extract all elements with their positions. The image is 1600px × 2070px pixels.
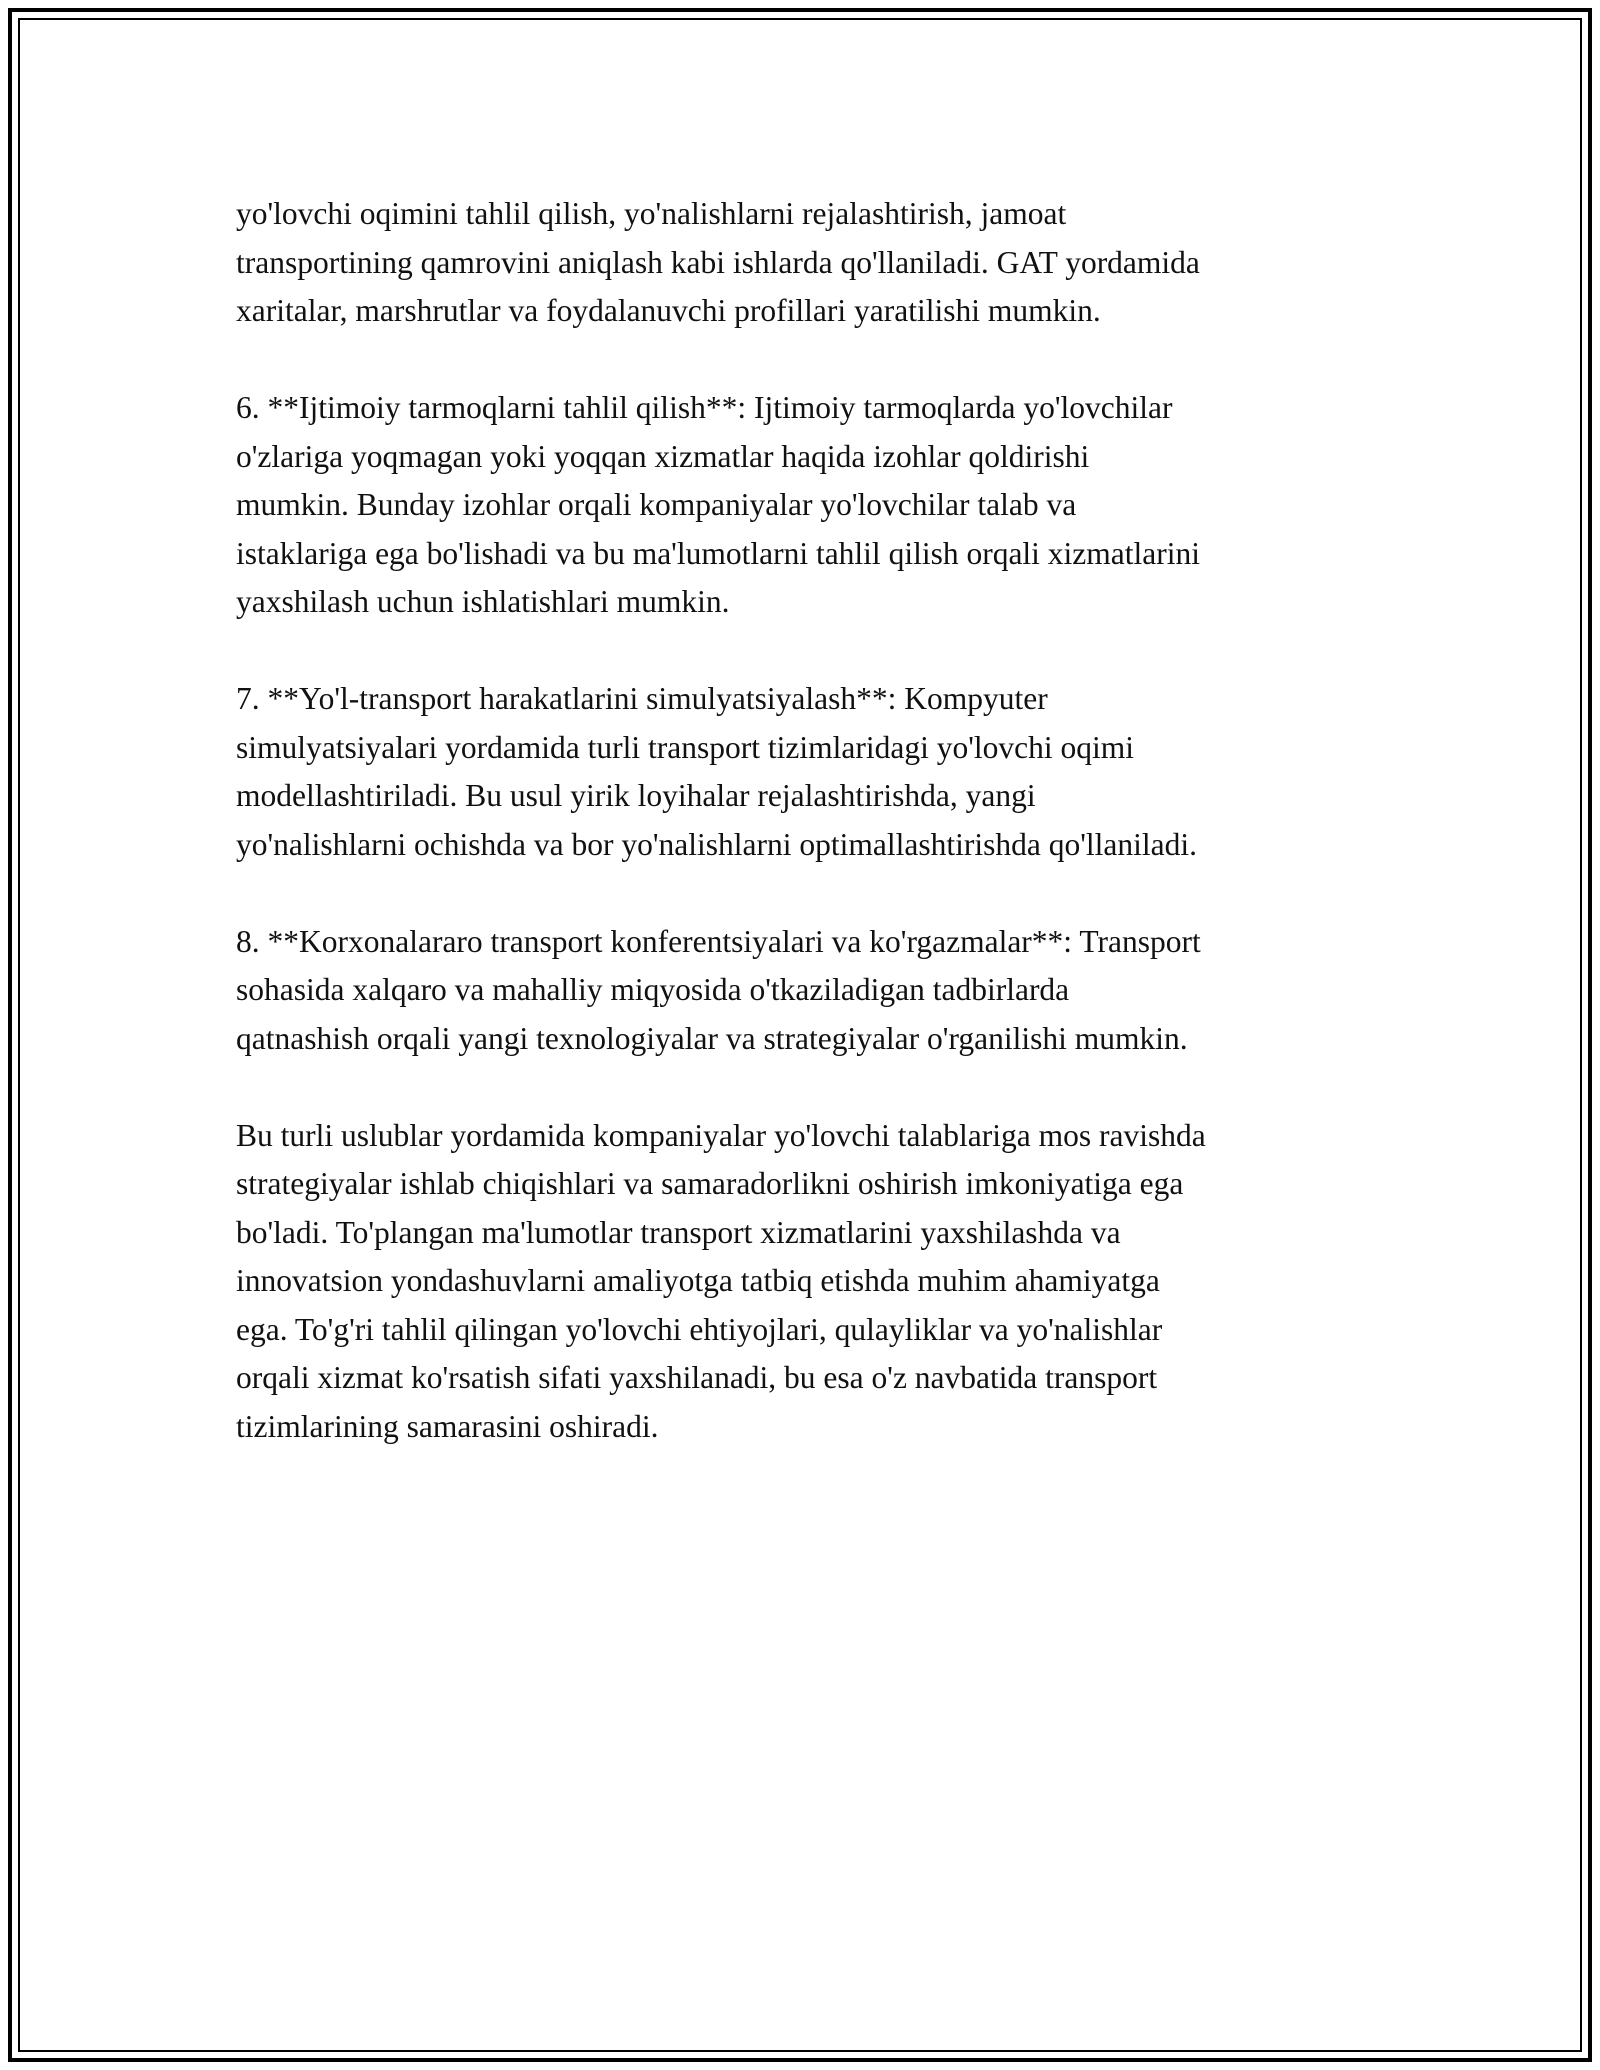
document-body [236,190,1386,1500]
paragraph-conclusion: Bu turli uslublar yordamida kompaniyalar yo'lovchi talablariga mos ravishda strategiyalar ishlab chiqishlari va samaradorlikni oshirish imkoniyatiga ega bo'ladi. To'plangan ma'lumotlar transport xizmatlarini yaxshilashda va innovatsion yondashuvlarni amaliyotga tatbiq etishda muhim ahamiyatga ega. To'g'ri tahlil qilingan yo'lovchi ehtiyojlari, qulayliklar va yo'nalishlar orqali xizmat ko'rsatish sifati yaxshilanadi, bu esa o'z navbatida transport tizimlarining samarasini oshiradi. [236,1117,1206,1444]
paragraph-item-7-simulation: 7. **Yo'l-transport harakatlarini simulyatsiyalash**: Kompyuter simulyatsiyalari yordamida turli transport tizimlaridagi yo'lovchi oqimi modellashtiriladi. Bu usul yirik loyihalar rejalashtirishda, yangi yo'nalishlarni ochishda va bor yo'nalishlarni optimallashtirishda qo'llaniladi. [236,681,1197,862]
paragraph-gat-continuation: yo'lovchi oqimini tahlil qilish, yo'nalishlarni rejalashtirish, jamoat transportining qamrovini aniqlash kabi ishlarda qo'llaniladi. GAT yordamida xaritalar, marshrutlar va foydalanuvchi profillari yaratilishi mumkin. [236,196,1200,328]
paragraph-item-6-social-networks: 6. **Ijtimoiy tarmoqlarni tahlil qilish**: Ijtimoiy tarmoqlarda yo'lovchilar o'zlariga yoqmagan yoki yoqqan xizmatlar haqida izohlar qoldirishi mumkin. Bunday izohlar orqali kompaniyalar yo'lovchilar talab va istaklariga ega bo'lishadi va bu ma'lumotlarni tahlil qilish orqali xizmatlarini yaxshilash uchun ishlatishlari mumkin. [236,390,1200,619]
paragraph-item-8-conferences: 8. **Korxonalararo transport konferentsiyalari va ko'rgazmalar**: Transport sohasida xalqaro va mahalliy miqyosida o'tkaziladigan tadbirlarda qatnashish orqali yangi texnologiyalar va strategiyalar o'rganilishi mumkin. [236,923,1201,1056]
